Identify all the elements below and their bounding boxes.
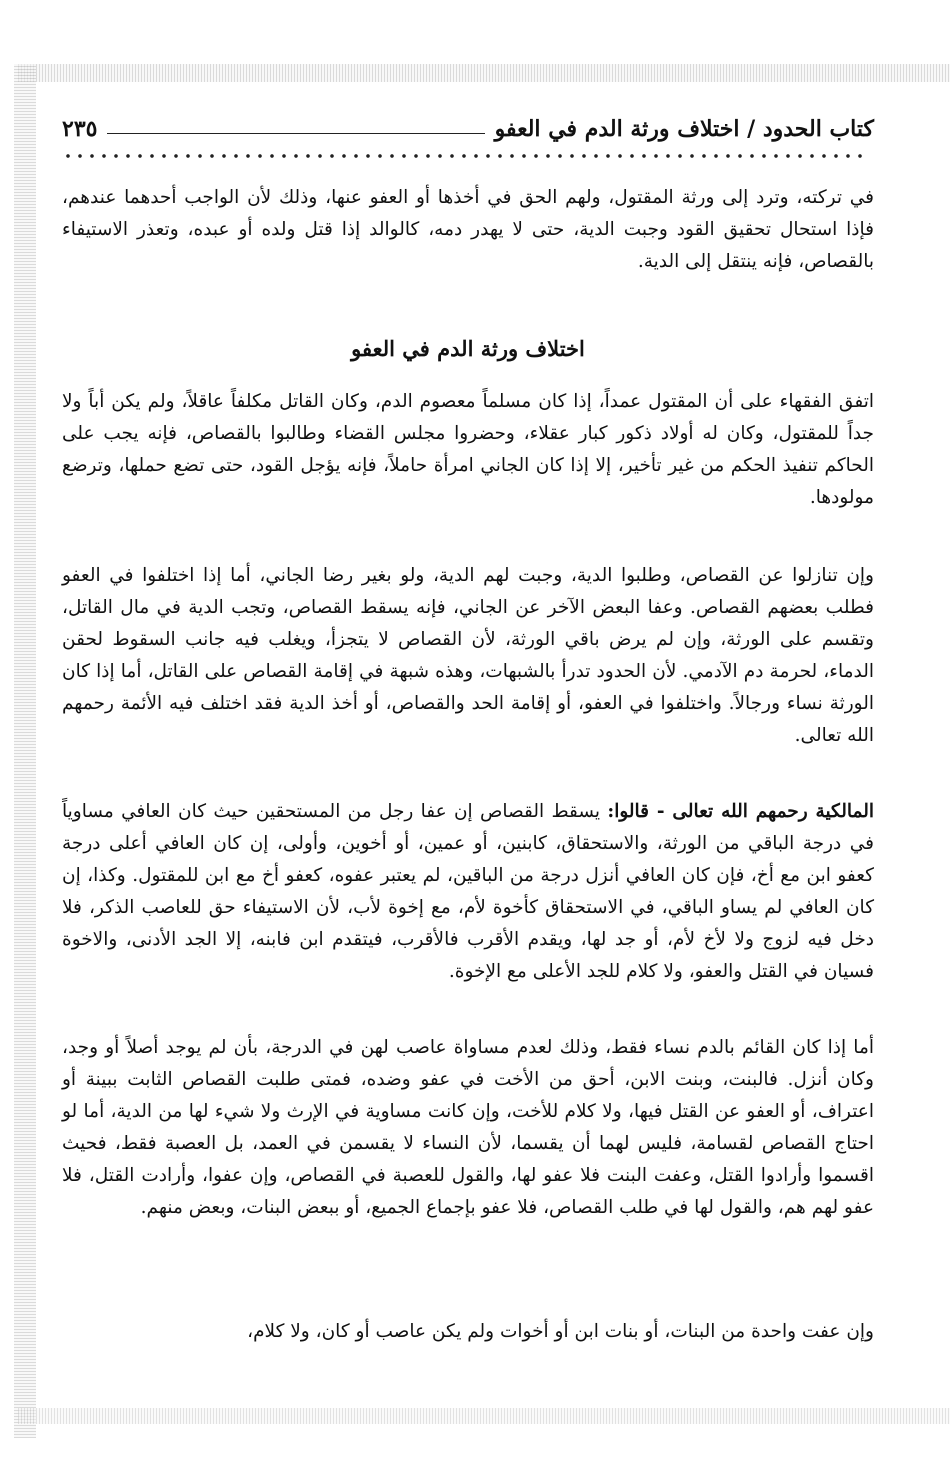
paragraph-1: في تركته، وترد إلى ورثة المقتول، ولهم الحق في أخذها أو العفو عنها، وذلك لأن الواجب أحدهما عندهم، فإذا استحال تحقيق القود وجبت الدية، حتى لا يهدر دمه، كالوالد إذا قتل ولده أو عبده، وتعذر الاستيفاء بالقصاص، فإنه ينتقل إلى الدية. xyxy=(62,187,874,272)
paragraph-4 xyxy=(62,796,874,988)
paragraph-4-lead: المالكية رحمهم الله تعالى - قالوا: xyxy=(607,801,874,822)
page-border-left xyxy=(14,64,36,1438)
paragraph-2: اتفق الفقهاء على أن المقتول عمداً، إذا كان مسلماً معصوم الدم، وكان القاتل مكلفاً عاقلاً، ولم يكن أباً ولا جداً للمقتول، وكان له أولاد ذكور كبار عقلاء، وحضروا مجلس القضاء وطالبوا بالقصاص، فإنه يجب على الحاكم تنفيذ الحكم من غير تأخير، إلا إذا كان الجاني امرأة حاملاً، فإنه يؤجل القود، حتى تضع حملها، وترضع مولودها. xyxy=(62,391,875,508)
page-number: ٢٣٥ xyxy=(62,116,98,142)
running-header xyxy=(62,106,874,142)
paragraph-3: وإن تنازلوا عن القصاص، وطلبوا الدية، وجبت لهم الدية، ولو بغير رضا الجاني، أما إذا اختلفوا في العفو فطلب بعضهم القصاص. وعفا البعض الآخر عن الجاني، فإنه يسقط القصاص، وتجب الدية في مال القاتل، وتقسم على الورثة، وإن لم يرض باقي الورثة، لأن القصاص لا يتجزأ، ويغلب فيه جانب السقوط لحقن الدماء، لحرمة دم الآدمي. لأن الحدود تدرأ بالشبهات، وهذه شبهة في إقامة القصاص على القاتل، أما إذا كان الورثة نساء ورجالاً. واختلفوا في العفو، أو إقامة الحد والقصاص، أو أخذ الدية فقد اختلف فيه الأئمة رحمهم الله تعالى. xyxy=(62,565,874,746)
paragraph-6: وإن عفت واحدة من البنات، أو بنات ابن أو أخوات ولم يكن عاصب أو كان، ولا كلام، xyxy=(247,1321,874,1342)
page-border-top xyxy=(18,64,950,82)
paragraph-5: أما إذا كان القائم بالدم نساء فقط، وذلك لعدم مساواة عاصب لهن في الدرجة، بأن لم يوجد أصلاً أو وجد، وكان أنزل. فالبنت، وبنت الابن، أحق من الأخت في عفو وضده، فمتى طلبت القصاص الثابت ببينة أو اعتراف، أو العفو عن القتل فيها، ولا كلام للأخت، وإن كانت مساوية في الإرث ولا شيء لها من الدية، أما لو احتاج القصاص لقسامة، فليس لهما أن يقسما، لأن النساء لا يقسمن في العمد، بل العصبة فقط، فحيث اقسموا وأرادوا القتل، وعفت البنت فلا عفو لها، والقول للعصبة في القصاص، وإن عفوا، وأرادت القتل، فلا عفو لهم هم، والقول لها في طلب القصاص، فلا عفو بإجماع الجميع، أو ببعض البنات، وبعض منهم. xyxy=(62,1037,874,1218)
page-border-bottom xyxy=(18,1408,950,1424)
section-heading: اختلاف ورثة الدم في العفو xyxy=(351,336,585,361)
dotted-divider xyxy=(62,152,862,160)
header-title: كتاب الحدود / اختلاف ورثة الدم في العفو xyxy=(494,116,874,142)
header-rule xyxy=(107,133,484,134)
paragraph-4-body: يسقط القصاص إن عفا رجل من المستحقين حيث كان العافي مساوياً في درجة الباقي من الورثة، والاستحقاق، كابنين، أو عمين، أو أخوين، وأولى، إن كان العافي أعلى درجة كعفو ابن مع أخ، فإن كان العافي أنزل درجة من الباقين، لم يعتبر عفوه، كعفو أخ مع ابن للمقتول. وكذا، إن كان العافي لم يساو الباقي، في الاستحقاق كأخوة لأم، مع إخوة لأب، لأن الاستيفاء حق للعاصب الذكر، فلا دخل فيه لزوج ولا لأخ لأم، أو جد لها، ويقدم الأقرب فالأقرب، فيتقدم ابن فابنه، إلا الجد الأدنى، والاخوة فسيان في القتل والعفو، ولا كلام للجد الأعلى مع الإخوة. xyxy=(62,801,874,982)
